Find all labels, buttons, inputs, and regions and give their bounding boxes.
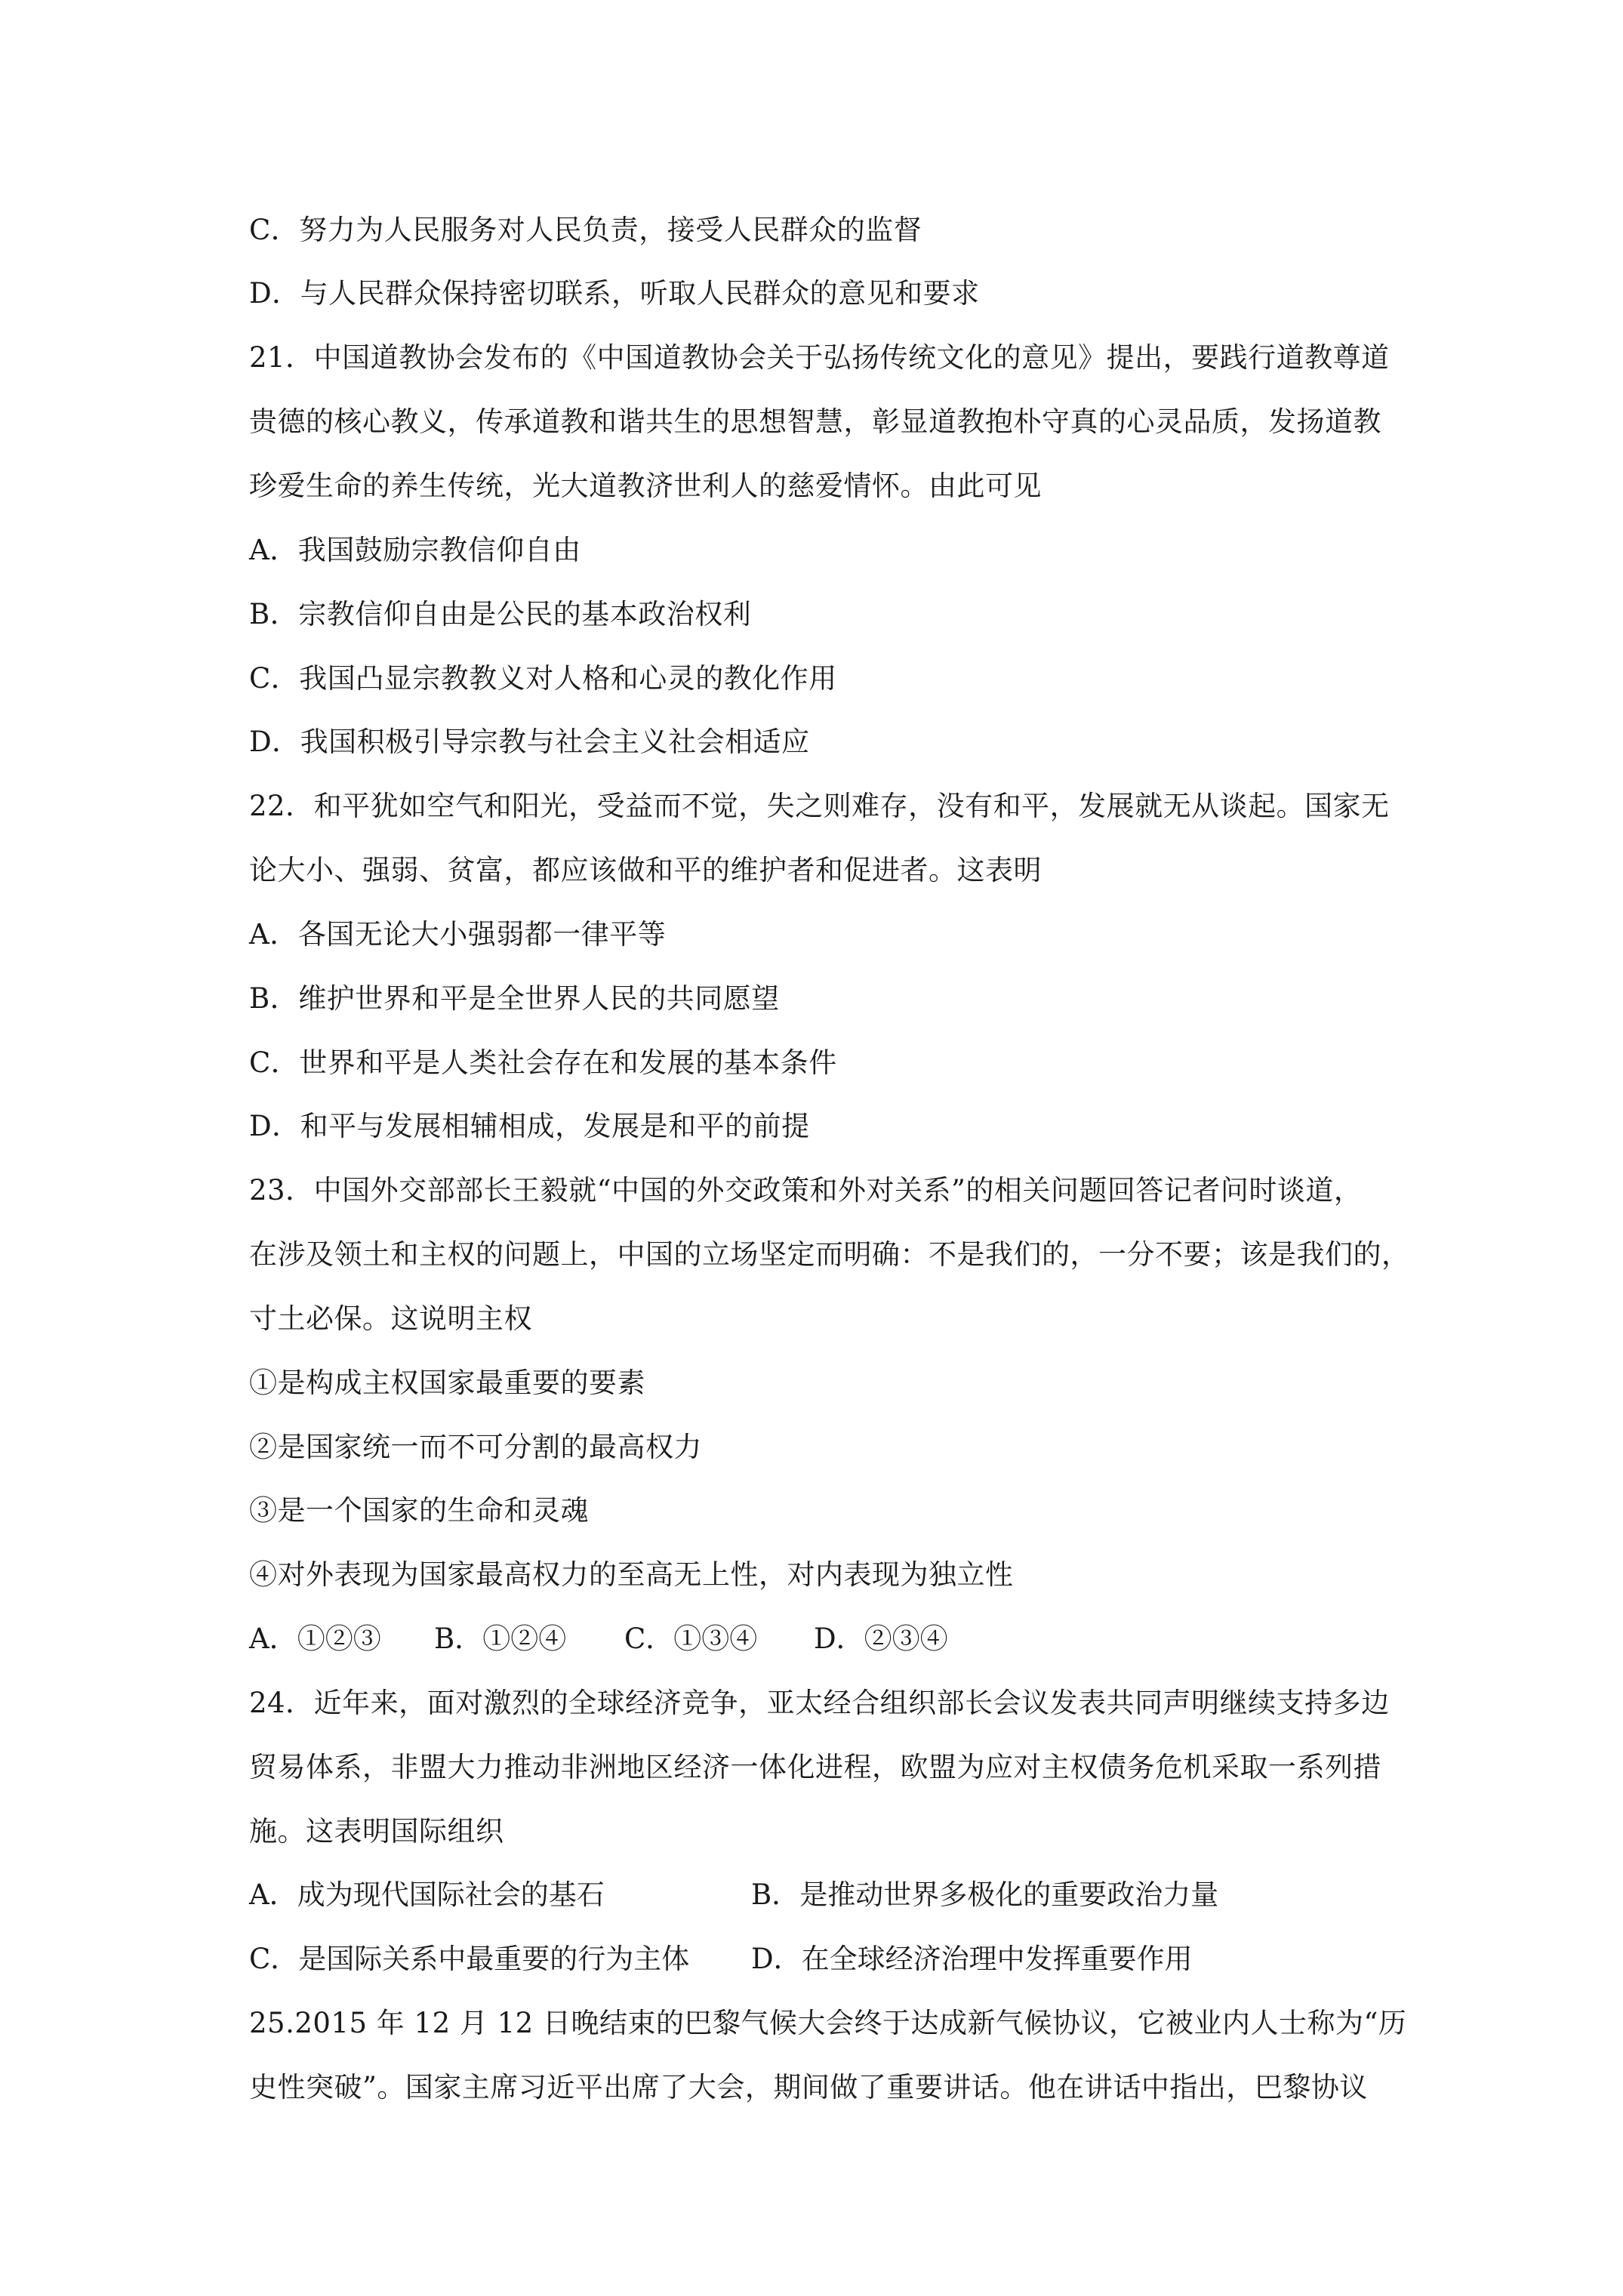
q21-stem-line-1: 21．中国道教协会发布的《中国道教协会关于弘扬传统文化的意见》提出，要践行道教尊道: [249, 341, 1390, 374]
q25-stem-line-2: 史性突破”。国家主席习近平出席了大会，期间做了重要讲话。他在讲话中指出，巴黎协议: [249, 2071, 1368, 2103]
q25-stem-line-1: 25.2015 年 12 月 12 日晚结束的巴黎气候大会终于达成新气候协议，它被业内人士称为“历: [249, 2007, 1407, 2039]
q23-option-b: B．①②④: [434, 1623, 567, 1655]
q23-stem-line-1: 23．中国外交部部长王毅就“中国的外交政策和外对关系”的相关问题回答记者问时谈道，: [249, 1174, 1363, 1207]
q23-statement-3: ③是一个国家的生命和灵魂: [249, 1494, 589, 1527]
q24-option-d: D．在全球经济治理中发挥重要作用: [751, 1943, 1193, 1975]
q21-option-c: C．我国凸显宗教教义对人格和心灵的教化作用: [249, 662, 837, 695]
q24-stem-line-2: 贸易体系，非盟大力推动非洲地区经济一体化进程，欧盟为应对主权债务危机采取一系列措: [249, 1751, 1381, 1783]
q21-option-a: A．我国鼓励宗教信仰自由: [249, 534, 581, 566]
q23-statement-2: ②是国家统一而不可分割的最高权力: [249, 1431, 702, 1463]
q22-option-c: C．世界和平是人类社会存在和发展的基本条件: [249, 1046, 837, 1079]
q21-stem-line-3: 珍爱生命的养生传统，光大道教济世利人的慈爱情怀。由此可见: [249, 470, 1042, 502]
q22-option-a: A．各国无论大小强弱都一律平等: [249, 918, 667, 951]
q24-stem-line-1: 24．近年来，面对激烈的全球经济竞争，亚太经合组织部长会议发表共同声明继续支持多边: [249, 1687, 1390, 1719]
q23-option-d: D．②③④: [814, 1623, 948, 1655]
q23-statement-1: ①是构成主权国家最重要的要素: [249, 1367, 645, 1399]
q24-option-a: A．成为现代国际社会的基石: [249, 1878, 605, 1911]
q23-option-c: C．①③④: [624, 1623, 758, 1655]
q23-stem-line-2: 在涉及领土和主权的问题上，中国的立场坚定而明确：不是我们的，一分不要；该是我们的，: [249, 1238, 1410, 1271]
q22-option-d: D．和平与发展相辅相成，发展是和平的前提: [249, 1110, 810, 1142]
q24-stem-line-3: 施。这表明国际组织: [249, 1815, 504, 1848]
q21-stem-line-2: 贵德的核心教义，传承道教和谐共生的思想智慧，彰显道教抱朴守真的心灵品质，发扬道教: [249, 405, 1381, 438]
q23-stem-line-3: 寸土必保。这说明主权: [249, 1302, 532, 1335]
q23-option-a: A．①②③: [249, 1623, 381, 1655]
q23-statement-4: ④对外表现为国家最高权力的至高无上性，对内表现为独立性: [249, 1558, 1014, 1591]
q21-option-d: D．我国积极引导宗教与社会主义社会相适应: [249, 726, 810, 758]
q21-option-b: B．宗教信仰自由是公民的基本政治权利: [249, 598, 752, 630]
q22-stem-line-1: 22．和平犹如空气和阳光，受益而不觉，失之则难存，没有和平，发展就无从谈起。国家无: [249, 790, 1390, 822]
q20-option-c: C．努力为人民服务对人民负责，接受人民群众的监督: [249, 214, 922, 246]
q22-option-b: B．维护世界和平是全世界人民的共同愿望: [249, 982, 780, 1015]
q20-option-d: D．与人民群众保持密切联系，听取人民群众的意见和要求: [249, 277, 980, 310]
q22-stem-line-2: 论大小、强弱、贫富，都应该做和平的维护者和促进者。这表明: [249, 854, 1042, 886]
q24-option-c: C．是国际关系中最重要的行为主体: [249, 1943, 690, 1975]
q24-option-b: B．是推动世界多极化的重要政治力量: [751, 1878, 1219, 1911]
